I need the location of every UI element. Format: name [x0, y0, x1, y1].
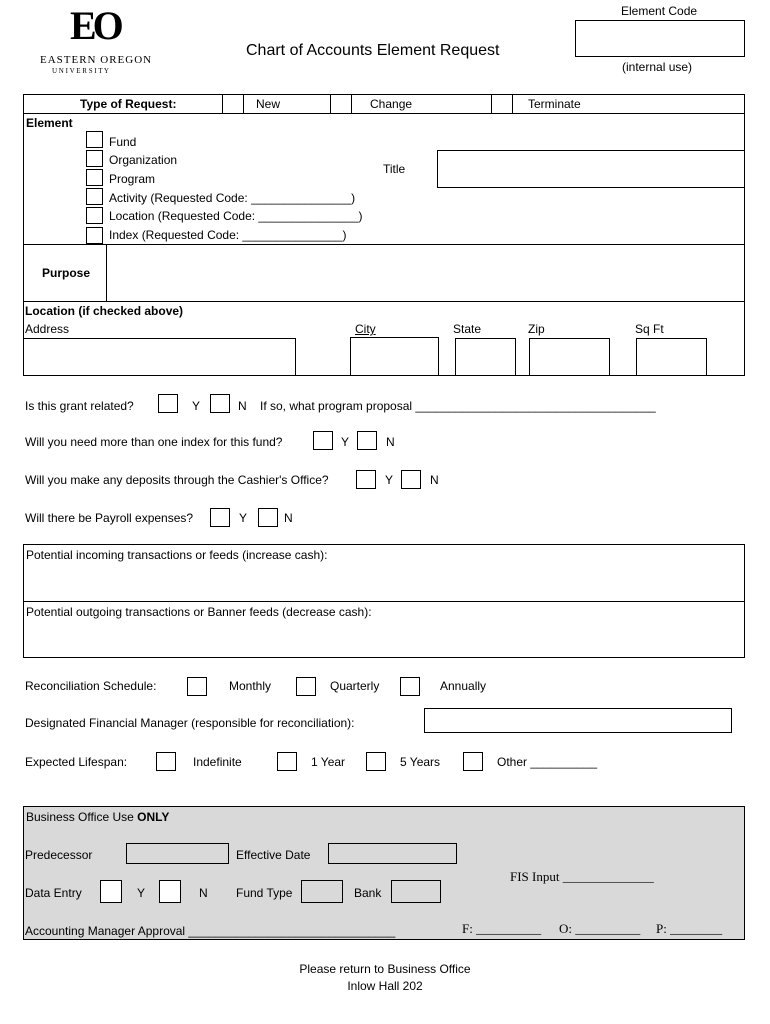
- change-label: Change: [370, 97, 413, 111]
- data-entry-no-label: N: [199, 886, 208, 900]
- grant-question: Is this grant related?: [25, 399, 134, 413]
- financial-manager-field[interactable]: [424, 708, 732, 733]
- footer: [0, 961, 770, 995]
- activity-label: Activity (Requested Code: _______________): [109, 191, 356, 205]
- multiple-index-question: Will you need more than one index for this fund?: [25, 435, 283, 449]
- logo-mark: EO: [70, 3, 120, 48]
- divider: [23, 301, 745, 302]
- state-field[interactable]: [455, 338, 516, 376]
- bank-field[interactable]: [391, 880, 441, 903]
- location-heading: Location (if checked above): [25, 304, 184, 318]
- title-field[interactable]: [437, 150, 745, 188]
- new-checkbox[interactable]: [222, 94, 244, 114]
- index-label: Index (Requested Code: _______________): [109, 228, 347, 242]
- monthly-label: Monthly: [229, 679, 272, 693]
- cashier-yes-checkbox[interactable]: [356, 470, 376, 489]
- payroll-question: Will there be Payroll expenses?: [25, 511, 194, 525]
- fis-input-label: FIS Input ______________: [510, 869, 654, 884]
- divider: [23, 113, 745, 114]
- divider: [23, 601, 745, 602]
- change-checkbox[interactable]: [330, 94, 352, 114]
- logo-line2: U N I V E R S I T Y: [52, 67, 109, 75]
- o-code-label: O: __________: [559, 921, 641, 936]
- title-label: Title: [383, 162, 406, 176]
- other-label: Other __________: [497, 755, 598, 769]
- grant-followup: If so, what program proposal ____________________________________: [260, 399, 656, 413]
- one-year-checkbox[interactable]: [277, 752, 297, 771]
- new-label: New: [256, 97, 281, 111]
- sqft-label: Sq Ft: [635, 322, 664, 336]
- f-code-label: F: __________: [462, 921, 542, 936]
- form-title: Chart of Accounts Element Request: [246, 42, 500, 59]
- address-label: Address: [25, 322, 70, 336]
- incoming-transactions-field[interactable]: [24, 563, 744, 600]
- data-entry-yes-checkbox[interactable]: [100, 880, 122, 903]
- terminate-label: Terminate: [528, 97, 581, 111]
- predecessor-label: Predecessor: [25, 848, 93, 862]
- outgoing-transactions-label: Potential outgoing transactions or Banner feeds (decrease cash):: [26, 605, 372, 619]
- bank-label: Bank: [354, 886, 382, 900]
- zip-field[interactable]: [529, 338, 610, 376]
- internal-use-label: (internal use): [622, 60, 693, 74]
- p-code-label: P: ________: [656, 921, 723, 936]
- element-code-field[interactable]: [575, 20, 745, 57]
- financial-manager-label: Designated Financial Manager (responsible for reconciliation):: [25, 716, 355, 730]
- fund-type-field[interactable]: [301, 880, 343, 903]
- fund-checkbox[interactable]: [86, 131, 103, 148]
- effective-date-field[interactable]: [328, 843, 457, 864]
- reconciliation-label: Reconciliation Schedule:: [25, 679, 157, 693]
- predecessor-field[interactable]: [126, 843, 229, 864]
- element-code-label: Element Code: [621, 4, 698, 18]
- multiple-index-yes-checkbox[interactable]: [313, 431, 333, 450]
- index-checkbox[interactable]: [86, 227, 103, 244]
- business-office-heading-only: ONLY: [137, 810, 170, 824]
- five-years-label: 5 Years: [400, 755, 441, 769]
- cashier-yes-label: Y: [385, 473, 394, 487]
- annually-checkbox[interactable]: [400, 677, 420, 696]
- payroll-yes-label: Y: [239, 511, 248, 525]
- program-checkbox[interactable]: [86, 169, 103, 186]
- lifespan-label: Expected Lifespan:: [25, 755, 128, 769]
- multiple-index-yes-label: Y: [341, 435, 350, 449]
- footer-line-1: Please return to Business Office: [299, 962, 471, 976]
- indefinite-checkbox[interactable]: [156, 752, 176, 771]
- payroll-no-checkbox[interactable]: [258, 508, 278, 527]
- payroll-no-label: N: [284, 511, 293, 525]
- outgoing-transactions-field[interactable]: [24, 620, 744, 657]
- effective-date-label: Effective Date: [236, 848, 311, 862]
- multiple-index-no-checkbox[interactable]: [357, 431, 377, 450]
- annually-label: Annually: [440, 679, 487, 693]
- state-label: State: [453, 322, 482, 336]
- payroll-yes-checkbox[interactable]: [210, 508, 230, 527]
- other-checkbox[interactable]: [463, 752, 483, 771]
- city-field[interactable]: [350, 337, 439, 376]
- fund-type-label: Fund Type: [236, 886, 293, 900]
- program-label: Program: [109, 172, 156, 186]
- element-label: Element: [26, 116, 73, 130]
- business-office-heading: [26, 810, 169, 824]
- location-code-label: Location (Requested Code: _______________): [109, 209, 363, 223]
- terminate-checkbox[interactable]: [491, 94, 513, 114]
- monthly-checkbox[interactable]: [187, 677, 207, 696]
- fund-label: Fund: [109, 135, 137, 149]
- organization-label: Organization: [109, 153, 178, 167]
- accounting-approval-label: Accounting Manager Approval _______________________________: [25, 924, 396, 938]
- incoming-transactions-label: Potential incoming transactions or feeds (increase cash):: [26, 548, 328, 562]
- cashier-question: Will you make any deposits through the Cashier's Office?: [25, 473, 329, 487]
- logo-line1: EASTERN OREGON: [40, 54, 153, 66]
- activity-checkbox[interactable]: [86, 188, 103, 205]
- location-checkbox[interactable]: [86, 207, 103, 224]
- five-years-checkbox[interactable]: [366, 752, 386, 771]
- city-label: City: [355, 322, 376, 336]
- purpose-field[interactable]: [107, 245, 744, 301]
- sqft-field[interactable]: [636, 338, 707, 376]
- quarterly-label: Quarterly: [330, 679, 380, 693]
- type-of-request-label: Type of Request:: [80, 97, 177, 111]
- data-entry-yes-label: Y: [137, 886, 146, 900]
- grant-yes-label: Y: [192, 399, 201, 413]
- address-field[interactable]: [23, 338, 296, 376]
- data-entry-label: Data Entry: [25, 886, 82, 900]
- quarterly-checkbox[interactable]: [296, 677, 316, 696]
- organization-checkbox[interactable]: [86, 150, 103, 167]
- university-logo: [30, 4, 180, 76]
- one-year-label: 1 Year: [311, 755, 346, 769]
- multiple-index-no-label: N: [386, 435, 395, 449]
- grant-no-label: N: [238, 399, 247, 413]
- data-entry-no-checkbox[interactable]: [159, 880, 181, 903]
- grant-no-checkbox[interactable]: [210, 394, 230, 413]
- cashier-no-label: N: [430, 473, 439, 487]
- purpose-label: Purpose: [42, 266, 91, 280]
- grant-yes-checkbox[interactable]: [158, 394, 178, 413]
- cashier-no-checkbox[interactable]: [401, 470, 421, 489]
- zip-label: Zip: [528, 322, 545, 336]
- indefinite-label: Indefinite: [193, 755, 242, 769]
- footer-line-2: Inlow Hall 202: [347, 979, 423, 993]
- business-office-heading-text: Business Office Use: [26, 810, 138, 824]
